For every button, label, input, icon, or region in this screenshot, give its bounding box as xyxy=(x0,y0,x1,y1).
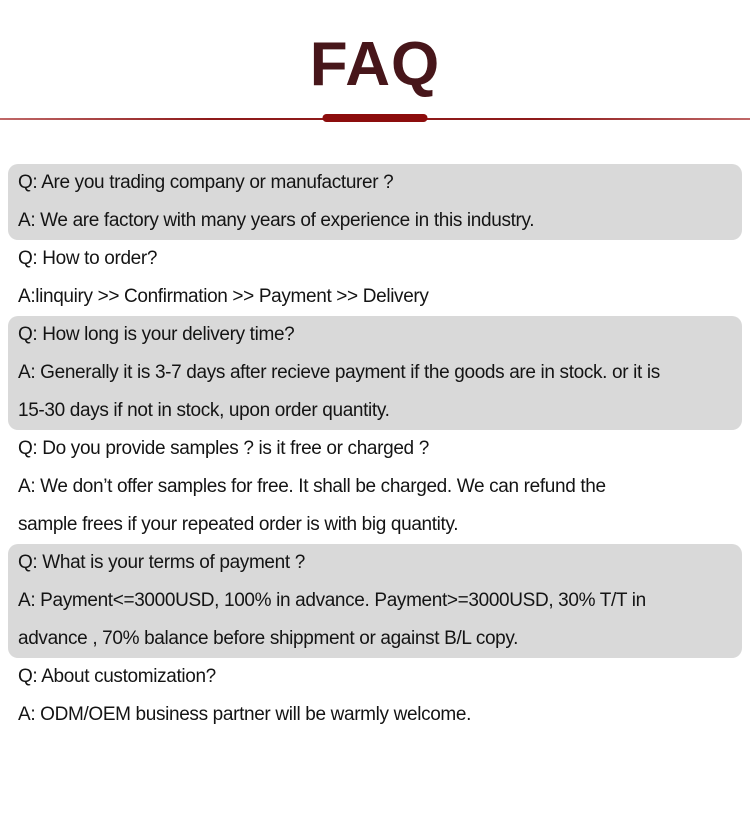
question-line: Q: What is your terms of payment ? xyxy=(18,552,305,573)
question-line: Q: How to order? xyxy=(18,248,158,269)
question-line: Q: About customization? xyxy=(18,666,216,687)
question-line: Q: Are you trading company or manufacturer ? xyxy=(18,172,394,193)
faq-item-2 xyxy=(8,240,742,316)
answer-line: A: Payment<=3000USD, 100% in advance. Payment>=3000USD, 30% T/T in xyxy=(18,590,646,611)
title-divider-accent xyxy=(323,114,428,122)
faq-item-6 xyxy=(8,658,742,734)
answer-line-continued: sample frees if your repeated order is with big quantity. xyxy=(18,514,459,535)
answer-line-continued: 15-30 days if not in stock, upon order quantity. xyxy=(18,400,390,421)
question-line: Q: Do you provide samples ? is it free or charged ? xyxy=(18,438,429,459)
answer-line: A: We are factory with many years of experience in this industry. xyxy=(18,210,535,231)
faq-item-3 xyxy=(8,316,742,430)
answer-line: A: Generally it is 3-7 days after recieve payment if the goods are in stock. or it is xyxy=(18,362,660,383)
answer-line-continued: advance , 70% balance before shippment or against B/L copy. xyxy=(18,628,519,649)
answer-line: A: ODM/OEM business partner will be warmly welcome. xyxy=(18,704,472,725)
faq-item-4 xyxy=(8,430,742,544)
faq-item-5 xyxy=(8,544,742,658)
question-line: Q: How long is your delivery time? xyxy=(18,324,295,345)
faq-list xyxy=(0,164,750,734)
answer-line: A:linquiry >> Confirmation >> Payment >> Delivery xyxy=(18,286,429,307)
title-divider xyxy=(0,114,750,122)
page-title: FAQ xyxy=(309,30,441,99)
answer-line: A: We don’t offer samples for free. It shall be charged. We can refund the xyxy=(18,476,606,497)
faq-item-1 xyxy=(8,164,742,240)
